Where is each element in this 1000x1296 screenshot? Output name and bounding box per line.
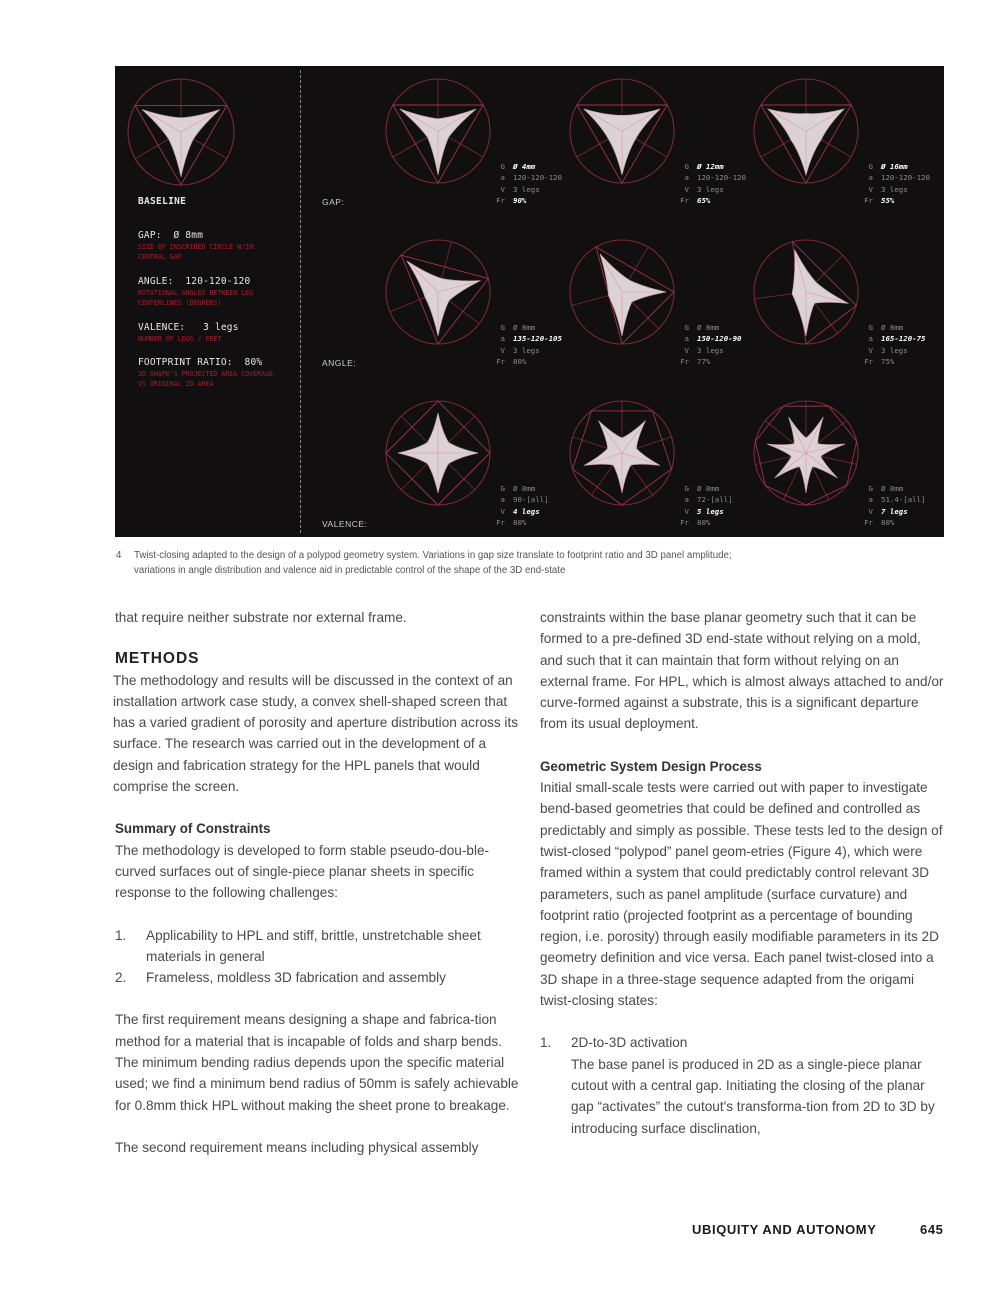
methods-heading: METHODS [115,650,200,668]
constraints-heading: Summary of Constraints [115,821,271,837]
stat-key: V [868,345,873,355]
stat-value: 72-[all] [697,495,733,505]
stat-value: Ø 12mm [697,162,724,171]
sequence-list-item [540,1032,946,1138]
stat-key: V [684,184,689,194]
stat-value: 135-120-105 [513,334,562,344]
param-valence-desc: NUMBER OF LEGS / FEET [138,335,222,343]
stat-fr [675,517,733,528]
stat-key: V [868,506,873,516]
list-text: Frameless, moldless 3D fabrication and assembly [146,970,446,986]
caption-number: 4 [116,550,122,561]
row-label-angle: ANGLE: [322,358,357,368]
stat-key: a [684,495,689,505]
stat-key: Fr [864,517,873,527]
stat-value: 120-120-120 [513,173,562,183]
stat-g [675,161,746,172]
stat-value: 3 legs [697,345,724,355]
gap-variant-stats [859,161,930,206]
baseline-shape-diagram [125,76,237,188]
valence-variant-stats [675,483,733,528]
stat-value: Ø 16mm [881,162,908,171]
stat-key: a [868,334,873,344]
param-angle-label: ANGLE: 120-120-120 [138,276,251,287]
stat-g [859,161,930,172]
stat-v [491,184,562,195]
stat-fr [859,195,930,206]
stat-key: Fr [680,195,689,205]
row-label-valence: VALENCE: [322,519,368,529]
stat-value: 3 legs [881,184,908,194]
stat-g [859,483,926,494]
stat-key: V [500,184,505,194]
stat-value: 120-120-120 [697,173,746,183]
list-text: The base panel is produced in 2D as a single-piece planar cutout with a central gap. Initiating the closing of the planar gap “activates” the cutout's transforma-tion from 2D to 3D by introducing surface disclination, [571,1056,935,1136]
stat-value: 3 legs [881,345,908,355]
list-number: 2. [115,970,127,986]
valence-variant-shape-diagram [383,398,493,508]
gap-variant-stats [675,161,746,206]
stat-a [859,494,926,505]
stat-value: 7 legs [881,506,908,516]
second-requirement-paragraph: The second requirement means including physical assembly [115,1139,479,1155]
stat-v [675,506,733,517]
stat-value: 150-120-90 [697,334,742,344]
stat-key: G [868,323,873,332]
stat-g [491,322,562,333]
stat-value: 5 legs [697,506,724,516]
stat-value: 3 legs [513,184,540,194]
stat-value: Ø 4mm [513,162,536,171]
stat-v [491,506,549,517]
list-title: 2D-to-3D activation [571,1035,688,1051]
stat-key: V [500,506,505,516]
gap-variant-shape-diagram [383,76,493,186]
stat-value: Ø 8mm [513,484,536,493]
stat-v [859,345,926,356]
stat-value: 75% [881,356,895,366]
stat-value: 90-[all] [513,495,549,505]
left-column [115,607,527,1158]
stat-key: a [868,495,873,505]
stat-value: 120-120-120 [881,173,930,183]
param-footprint-label: FOOTPRINT RATIO: 80% [138,357,263,368]
stat-g [859,322,926,333]
valence-variant-shape-diagram [567,398,677,508]
gap-variant-shape-diagram [751,76,861,186]
first-requirement-paragraph: The first requirement means designing a shape and fabrica-tion method for a material that is incapable of folds and sharp bends. The minimum bending radius depends upon the specific material used; we find a minimum bend radius of 50mm is safely achievable for 0.8mm thick HPL without making the sheet prone to breakage. [115,1012,519,1113]
list-number: 1. [540,1035,552,1051]
stat-key: Fr [864,356,873,366]
stat-g [491,161,562,172]
stat-key: Fr [496,517,505,527]
intro-text: that require neither substrate nor external frame. [115,610,407,625]
stat-key: Fr [680,517,689,527]
stat-fr [675,356,742,367]
valence-variant-stats [491,483,549,528]
stat-key: G [868,162,873,171]
stat-a [491,494,549,505]
figure-caption [116,548,916,578]
stat-key: V [684,345,689,355]
stat-key: a [684,173,689,183]
gap-variant-shape-diagram [567,76,677,186]
stat-value: Ø 8mm [697,323,720,332]
constraint-list-item [115,967,527,988]
angle-variant-stats [675,322,742,367]
stat-key: a [500,495,505,505]
stat-key: G [684,484,689,493]
continuation-paragraph: constraints within the base planar geometry such that it can be formed to a pre-defined 3D end-state without relying on a mold, and such that it can maintain that form without relying on an external frame. For HPL, which is almost always attached to and/or curve-formed against a substrate, this is a significant departure from its usual deployment. [540,610,944,732]
stat-a [675,494,733,505]
right-column [540,607,946,1139]
running-footer-title: UBIQUITY AND AUTONOMY [692,1222,877,1237]
stat-key: a [500,334,505,344]
stat-value: 77% [697,356,711,366]
row-label-gap: GAP: [322,197,345,207]
stat-value: 80% [881,517,895,527]
gap-variant-stats [491,161,562,206]
stat-fr [859,517,926,528]
stat-value: 80% [697,517,711,527]
stat-value: 90% [513,195,527,205]
stat-value: Ø 8mm [881,323,904,332]
stat-key: G [500,162,505,171]
param-valence-label: VALENCE: 3 legs [138,322,239,333]
stat-a [859,333,926,344]
stat-value: 55% [881,195,895,205]
stat-value: 65% [697,195,711,205]
stat-key: G [684,323,689,332]
stat-key: Fr [864,195,873,205]
geometric-paragraph: Initial small-scale tests were carried out with paper to investigate bend-based geometries that could be defined and controlled as predictably and simply as possible. These tests led to the design of twist-closed “polypod” panel geom-etries (Figure 4), which were framed within a system that could predictably control relevant 3D parameters, such as panel amplitude (surface curvature) and footprint ratio (projected footprint as a percentage of bounding region, i.e. porosity) through easily modifiable parameters in its 2D geometry definition and vice versa. Each panel twist-closed into a 3D shape in a three-stage sequence adapted from the origami twist-closing states: [540,780,943,1009]
polypod-shape [792,250,848,337]
baseline-title: BASELINE [138,196,187,207]
stat-v [491,345,562,356]
constraint-list-item [115,925,527,968]
stat-value: Ø 8mm [513,323,536,332]
stat-a [491,172,562,183]
stat-value: 3 legs [513,345,540,355]
stat-a [491,333,562,344]
polypod-shape [600,254,666,336]
stat-key: V [500,345,505,355]
stat-g [491,483,549,494]
stat-value: 80% [513,356,527,366]
valence-variant-stats [859,483,926,528]
angle-variant-stats [859,322,926,367]
caption-line-2: variations in angle distribution and valence aid in predictable control of the shape of the 3D end-state [134,565,566,576]
stat-key: a [500,173,505,183]
stat-fr [491,517,549,528]
stat-key: a [684,334,689,344]
stat-value: Ø 8mm [697,484,720,493]
figure-divider [300,70,301,533]
stat-key: V [684,506,689,516]
stat-fr [675,195,746,206]
page-number: 645 [920,1222,944,1237]
methods-paragraph: The methodology and results will be discussed in the context of an installation artwork case study, a convex shell-shaped screen that has a varied gradient of porosity and aperture distribution across its surface. The research was carried out in the development of a design and fabrication strategy for the HPL panels that would comprise the screen. [113,672,519,795]
stat-key: Fr [680,356,689,366]
stat-value: Ø 8mm [881,484,904,493]
stat-a [675,333,742,344]
angle-variant-stats [491,322,562,367]
param-angle-desc: ROTATIONAL ANGLES BETWEEN LEG CENTERLINES (DEGREES) [138,289,254,307]
geometric-heading: Geometric System Design Process [540,758,762,774]
stat-v [675,345,742,356]
valence-variant-shape-diagram [751,398,861,508]
stat-value: 4 legs [513,506,540,516]
list-text: Applicability to HPL and stiff, brittle, unstretchable sheet materials in general [146,927,481,964]
list-number: 1. [115,927,127,943]
stat-fr [859,356,926,367]
stat-g [675,483,733,494]
stat-key: G [684,162,689,171]
angle-variant-shape-diagram [751,237,861,347]
caption-line-1: Twist-closing adapted to the design of a polypod geometry system. Variations in gap size translate to footprint ratio and 3D panel amplitude; [134,550,732,561]
param-gap-desc: SIZE OF INSCRIBED CIRCLE W/IN CENTRAL GAP [138,243,254,261]
figure-4-polypod-geometry [115,66,944,537]
stat-key: G [500,484,505,493]
angle-variant-shape-diagram [383,237,493,347]
stat-a [675,172,746,183]
stat-g [675,322,742,333]
stat-value: 165-120-75 [881,334,926,344]
param-footprint-desc: 3D SHAPE'S PROJECTED AREA COVERAGE VS ORIGINAL 2D AREA [138,370,273,388]
stat-key: Fr [496,356,505,366]
stat-v [859,506,926,517]
stat-key: G [500,323,505,332]
stat-v [859,184,930,195]
param-gap-label: GAP: Ø 8mm [138,230,204,241]
stat-key: a [868,173,873,183]
stat-key: Fr [496,195,505,205]
stat-fr [491,195,562,206]
stat-key: V [868,184,873,194]
stat-fr [491,356,562,367]
stat-a [859,172,930,183]
stat-value: 51.4-[all] [881,495,926,505]
stat-value: 3 legs [697,184,724,194]
stat-key: G [868,484,873,493]
stat-value: 80% [513,517,527,527]
angle-variant-shape-diagram [567,237,677,347]
stat-v [675,184,746,195]
constraints-paragraph: The methodology is developed to form stable pseudo-dou-ble-curved surfaces out of single-piece planar sheets in specific response to the following challenges: [115,842,490,901]
